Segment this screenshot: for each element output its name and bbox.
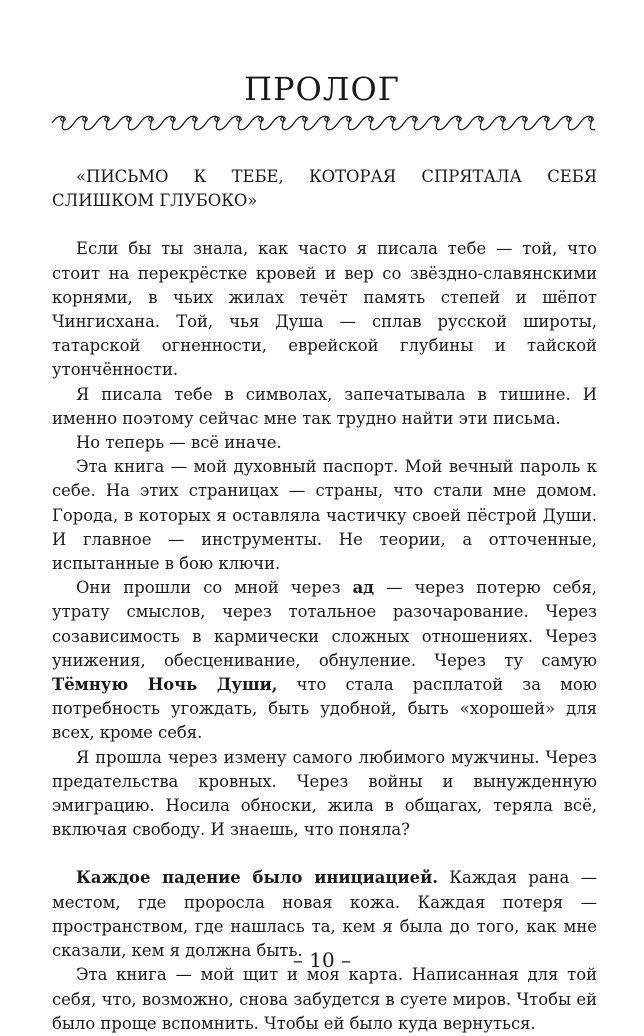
body-text: [52, 165, 597, 1036]
paragraph-4: Эта книга — мой духовный паспорт. Мой вечный пароль к себе. На этих страницах — страны, что стали мне домом. Города, в которых я оставляла частичку своей пёстрой Души. И главное — инструменты. Не теории, а отточенные, испытанные в бою ключи.: [52, 457, 597, 574]
epigraph: «ПИСЬМО К ТЕБЕ, КОТОРАЯ СПРЯТАЛА СЕБЯ СЛИШКОМ ГЛУБОКО»: [52, 167, 597, 211]
paragraph-5: [52, 576, 597, 745]
p5-bold-ad: ад: [352, 578, 375, 598]
paragraph-3: Но теперь — всё иначе.: [76, 433, 282, 453]
paragraph-2: Я писала тебе в символах, запечатывала в тишине. И именно поэтому сейчас мне так трудно найти эти письма.: [52, 384, 597, 428]
p5-text-e: что стала расплатой за мою потребность угождать, быть удобной, быть «хорошей» для всех, кроме себя.: [52, 675, 598, 743]
p5-text-c: — через потерю себя, утрату смыслов, через тотальное разочарование. Через созависимость в кармически сложных отношениях. Через унижения, обесценивание, обнуление. Через ту самую: [52, 578, 597, 670]
p5-text-a: Они прошли со мной через: [76, 578, 353, 598]
chapter-title: ПРОЛОГ: [244, 70, 400, 108]
paragraph-1: Если бы ты знала, как часто я писала тебе — той, что стоит на перекрёстке кровей и вер со звёздно-славянскими корнями, в чьих жилах течёт память степей и шёпот Чингисхана. Той, чья Душа — сплав русской широты, татарской огненности, еврейской глубины и тайской утончённости.: [52, 239, 597, 380]
paragraph-6: Я прошла через измену самого любимого мужчины. Через предательства кровных. Через войны и вынужденную эмиграцию. Носила обноски, жила в общагах, теряла всё, включая свободу. И знаешь, что поняла?: [52, 747, 597, 840]
p5-bold-dark-night: Тёмную Ночь Души,: [52, 675, 278, 695]
ornament-divider-icon: [50, 112, 595, 134]
page-number: – 10 –: [292, 948, 352, 972]
p7-bold-initiation: Каждое падение было инициацией.: [76, 868, 438, 888]
p7-text-b: Каждая рана — местом, где проросла новая кожа. Каждая потеря — пространством, где нашлась та, кем я была до того, как мне сказали, кем я должна быть.: [52, 868, 597, 961]
paragraph-8: Эта книга — мой щит и моя карта. Написанная для той себя, что, возможно, снова забудется в суете миров. Чтобы ей было проще вспомнить. Чтобы ей было куда вернуться.: [52, 965, 597, 1033]
